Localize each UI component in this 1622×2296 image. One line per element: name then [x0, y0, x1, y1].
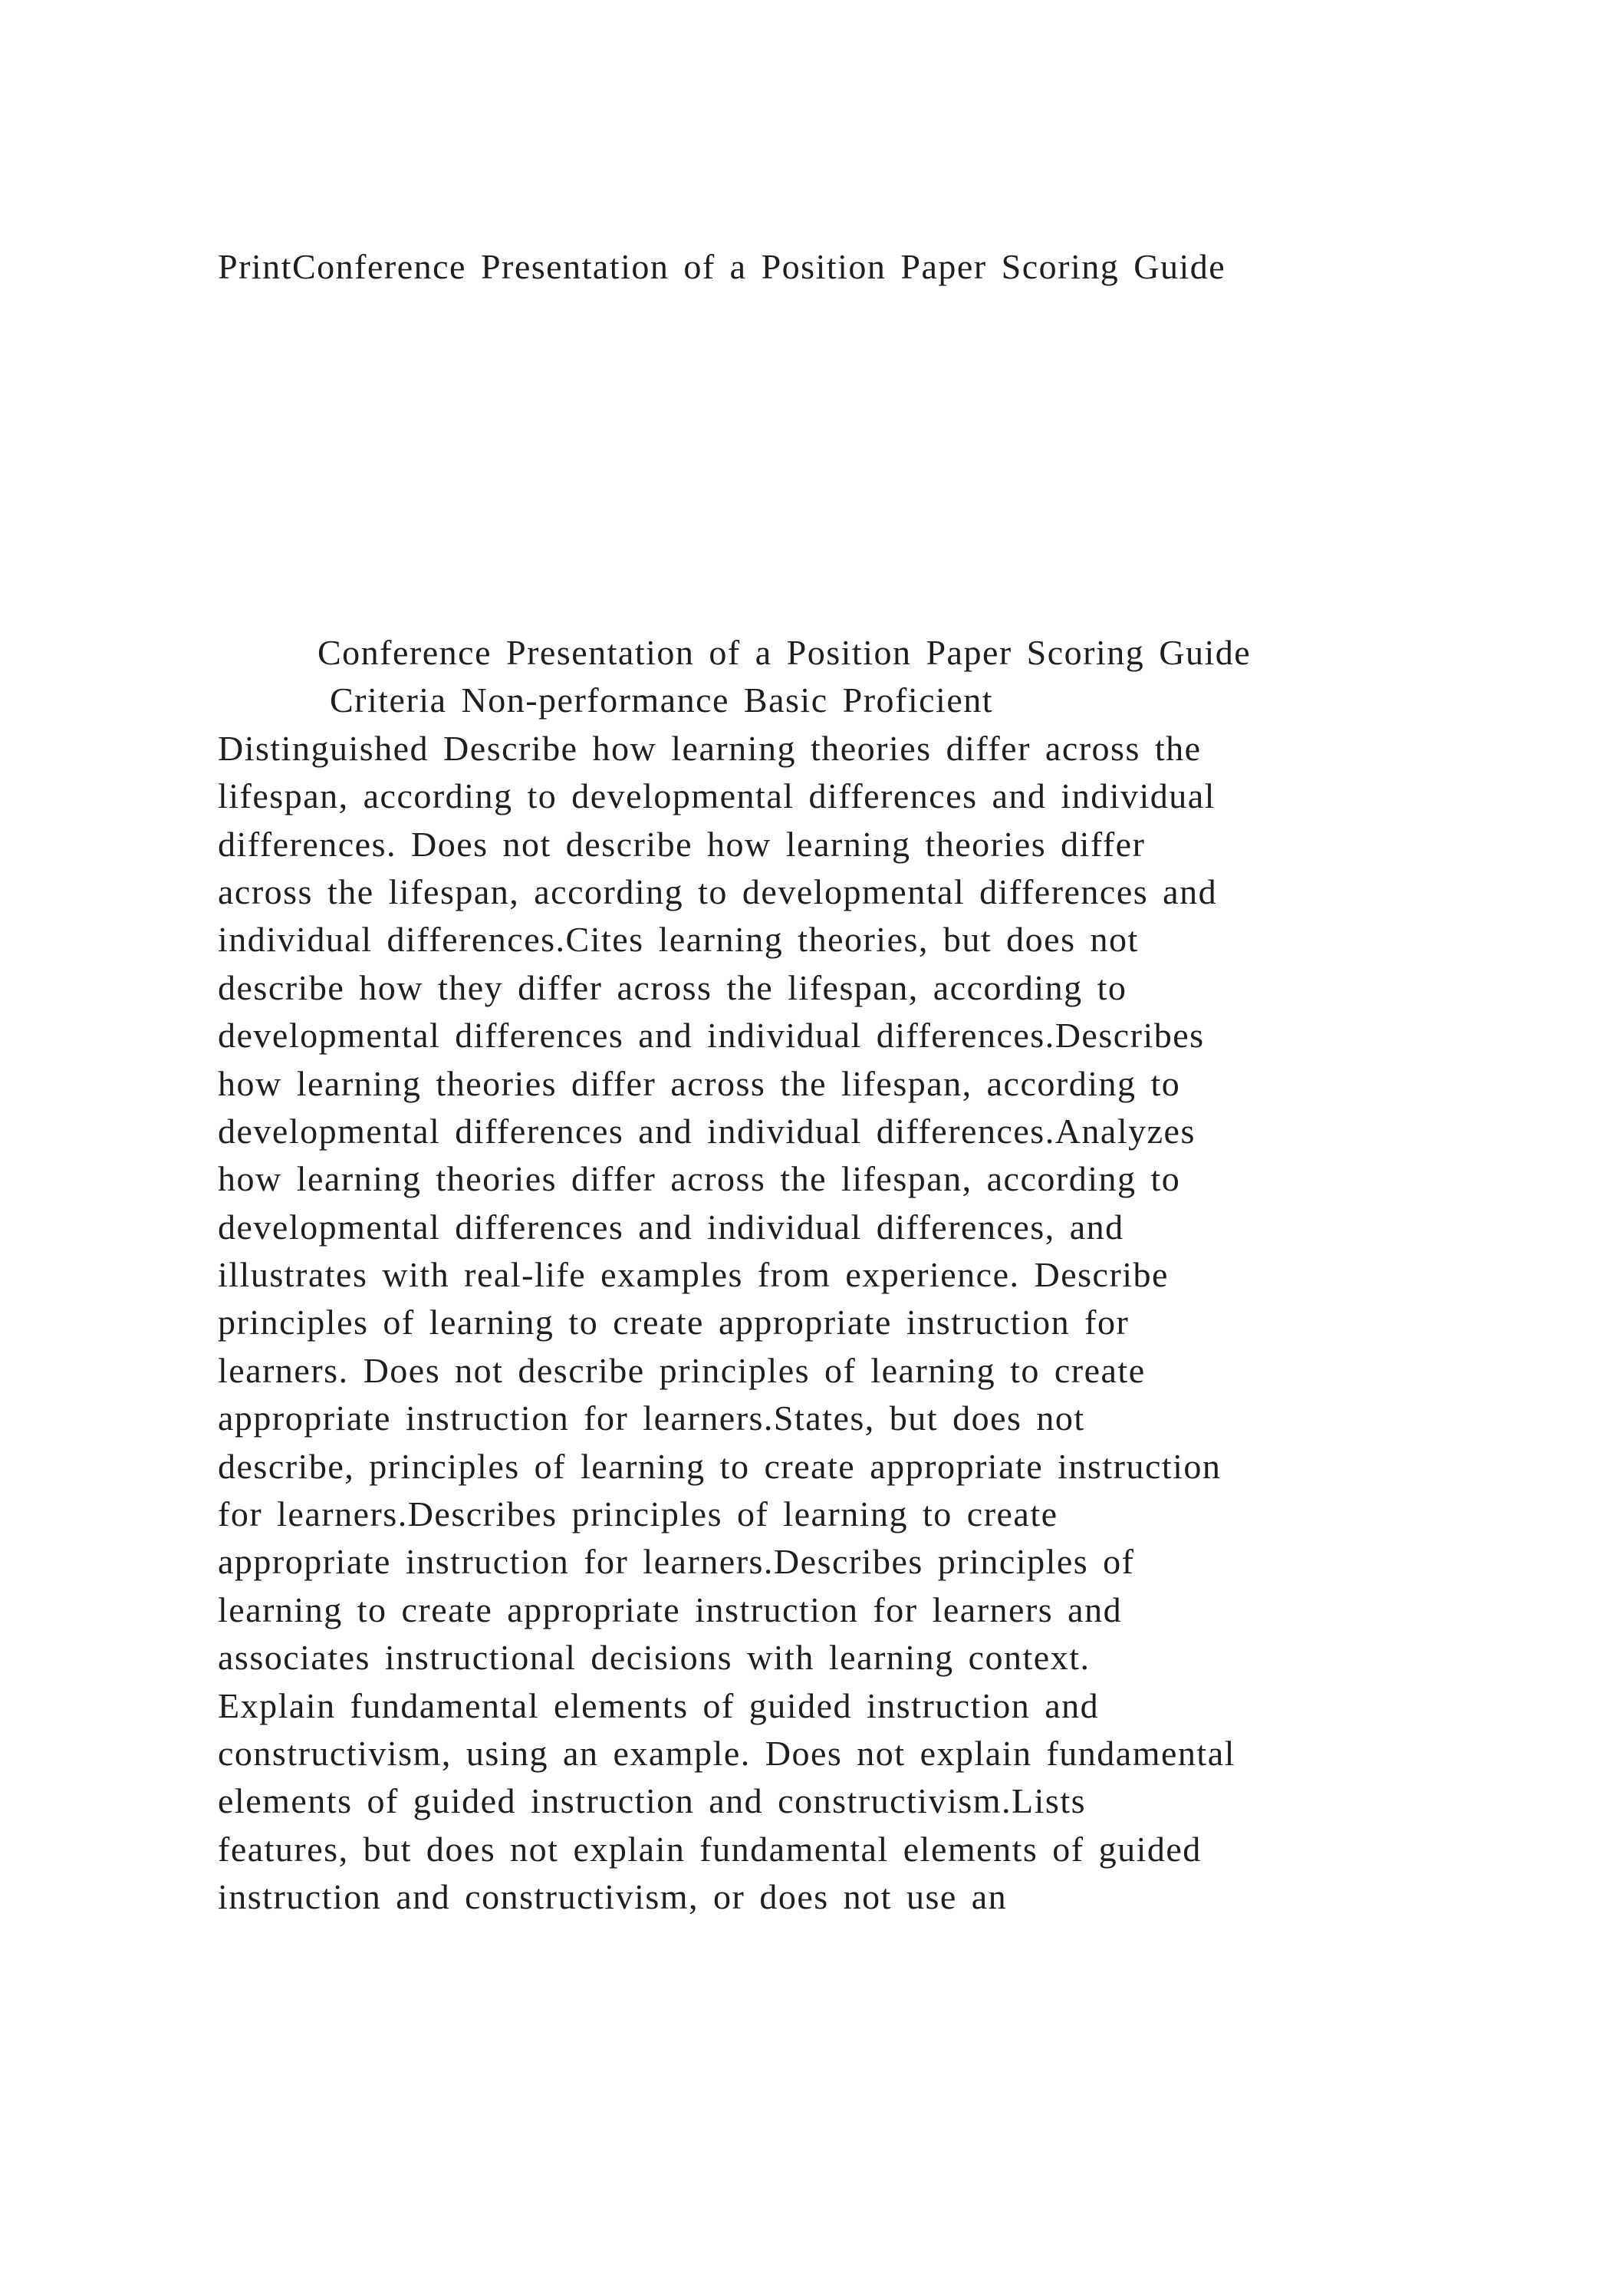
body-line: across the lifespan, according to developmental differences and — [218, 871, 1218, 911]
body-line: individual differences.Cites learning theories, but does not — [218, 920, 1139, 960]
body-line: Explain fundamental elements of guided instruction and — [218, 1685, 1100, 1725]
body-line: how learning theories differ across the lifespan, according to — [218, 1063, 1181, 1103]
body-line: developmental differences and individual differences, and — [218, 1207, 1124, 1247]
body-line: appropriate instruction for learners.States, but does not — [218, 1398, 1085, 1438]
body-line: describe, principles of learning to create appropriate instruction — [218, 1446, 1222, 1486]
body-line: developmental differences and individual differences.Describes — [218, 1016, 1205, 1056]
body-line: associates instructional decisions with learning context. — [218, 1638, 1091, 1678]
body-line: lifespan, according to developmental differences and individual — [218, 776, 1216, 816]
body-line: learning to create appropriate instruction for learners and — [218, 1589, 1123, 1629]
body-line: features, but does not explain fundamental elements of guided — [218, 1829, 1202, 1869]
section-heading: Conference Presentation of a Position Paper Scoring Guide — [317, 633, 1252, 672]
body-line: appropriate instruction for learners.Describes principles of — [218, 1542, 1135, 1582]
body-line: illustrates with real-life examples from experience. Describe — [218, 1255, 1169, 1295]
body-line: how learning theories differ across the lifespan, according to — [218, 1159, 1181, 1199]
body-line: developmental differences and individual differences.Analyzes — [218, 1111, 1196, 1151]
body-line: constructivism, using an example. Does not explain fundamental — [218, 1733, 1235, 1773]
body-line: differences. Does not describe how learning theories differ — [218, 824, 1146, 864]
body-line: principles of learning to create appropriate instruction for — [218, 1303, 1130, 1342]
body-line: instruction and constructivism, or does not use an — [218, 1877, 1008, 1917]
document-body — [218, 629, 1460, 1922]
body-line: for learners.Describes principles of learning to create — [218, 1494, 1058, 1534]
body-line: describe how they differ across the lifespan, according to — [218, 967, 1127, 1007]
body-line: learners. Does not describe principles of learning to create — [218, 1350, 1146, 1390]
criteria-header-line: Criteria Non-performance Basic Proficient — [330, 680, 994, 720]
body-line: elements of guided instruction and constructivism.Lists — [218, 1781, 1087, 1821]
document-title: PrintConference Presentation of a Position Paper Scoring Guide — [218, 247, 1226, 286]
body-line: Distinguished Describe how learning theories differ across the — [218, 728, 1202, 768]
